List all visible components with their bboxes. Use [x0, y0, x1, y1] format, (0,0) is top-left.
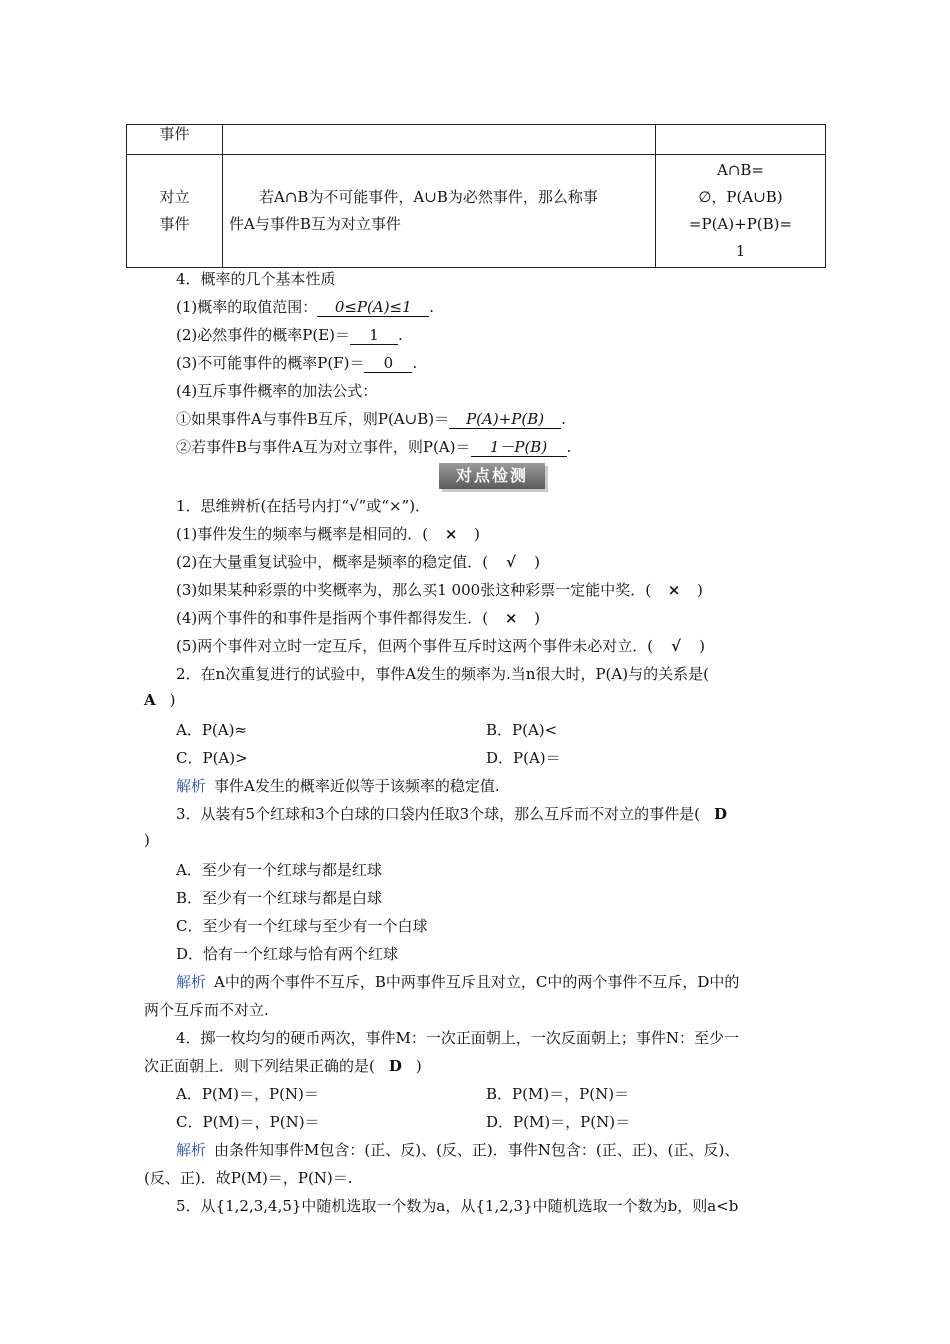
property-text: (3)不可能事件的概率P(F)＝ — [176, 354, 365, 372]
formula-line: ∅，P(A∪B) — [698, 188, 783, 206]
analysis-text: 事件A发生的概率近似等于该频率的稳定值. — [214, 777, 500, 795]
option-c: C．P(A)> — [176, 749, 248, 767]
event-name-cell: 事件 — [127, 125, 223, 155]
judgment-item — [176, 607, 540, 628]
property-line — [176, 408, 566, 429]
judgment-item — [176, 551, 540, 572]
item-text: (1)事件发生的频率与概率是相同的．( — [176, 525, 429, 543]
option-d: D．P(A)＝ — [486, 749, 561, 767]
judgment-item — [176, 635, 705, 656]
property-line — [176, 324, 403, 345]
event-table — [126, 124, 826, 268]
answer-mark: × — [444, 525, 458, 543]
option-c: C．P(M)＝，P(N)＝ — [176, 1113, 320, 1131]
analysis-label: 解析 — [176, 777, 207, 795]
event-name-line: 事件 — [159, 215, 190, 233]
judgment-item — [176, 579, 703, 600]
property-text: ①如果事件A与事件B互斥，则P(A∪B)＝ — [176, 410, 450, 428]
bracket: ) — [697, 581, 703, 599]
analysis-text: 由条件知事件M包含：(正、反)、(反、正)．事件N包含：(正、正)、(正、反)、 — [214, 1141, 740, 1159]
option-a: A．P(A)≈ — [176, 721, 248, 739]
item-text: (5)两个事件对立时一定互斥，但两个事件互斥时这两个事件未必对立．( — [176, 637, 654, 655]
analysis — [176, 775, 500, 796]
property-line — [176, 296, 434, 317]
definition-cell — [223, 125, 656, 155]
answer-letter: D — [714, 805, 728, 823]
period: . — [561, 410, 566, 428]
answer-mark: √ — [671, 637, 682, 655]
answer-mark: × — [667, 581, 681, 599]
property-line — [176, 436, 571, 457]
analysis-label: 解析 — [176, 973, 207, 991]
formula-line: 1 — [735, 242, 746, 260]
bracket: ) — [415, 1057, 422, 1075]
question-stem: 2．在n次重复进行的试验中，事件A发生的频率为.当n很大时，P(A)与的关系是( — [176, 665, 709, 683]
section-banner: 对点检测 — [439, 463, 545, 489]
event-name-line: 对立 — [159, 188, 190, 206]
answer-blank: 1－P(B) — [471, 438, 567, 457]
property-line — [176, 352, 417, 373]
table-row — [127, 125, 826, 155]
property-text: (1)概率的取值范围： — [176, 298, 318, 316]
bracket: ) — [169, 691, 176, 709]
analysis-label: 解析 — [176, 1141, 207, 1159]
question-stem: 1．思维辨析(在括号内打“√”或“×”)． — [176, 497, 431, 515]
bracket: ) — [699, 637, 705, 655]
option-d: D．恰有一个红球与恰有两个红球 — [176, 945, 399, 963]
option-a: A．至少有一个红球与都是红球 — [176, 861, 382, 879]
answer-blank: P(A)+P(B) — [449, 410, 561, 429]
item-text: (3)如果某种彩票的中奖概率为，那么买1 000张这种彩票一定能中奖．( — [176, 581, 652, 599]
answer-blank: 0≤P(A)≤1 — [317, 298, 429, 317]
analysis — [176, 1139, 739, 1160]
section-title: 4．概率的几个基本性质 — [176, 270, 336, 288]
option-b: B．至少有一个红球与都是白球 — [176, 889, 383, 907]
event-name-cell — [127, 155, 223, 268]
answer-blank: 0 — [364, 354, 412, 373]
question-stem: 5．从{1,2,3,4,5}中随机选取一个数为a，从{1,2,3}中随机选取一个数为b，则a<b — [176, 1197, 739, 1215]
option-c: C．至少有一个红球与至少有一个白球 — [176, 917, 428, 935]
option-b: B．P(A)< — [486, 721, 558, 739]
formula-cell — [656, 125, 826, 155]
answer-blank: 1 — [350, 326, 398, 345]
question-stem: 4．掷一枚均匀的硬币两次，事件M：一次正面朝上，一次反面朝上；事件N：至少一 — [176, 1029, 740, 1047]
question-stem — [144, 1055, 422, 1076]
definition-line: 若A∩B为不可能事件，A∪B为必然事件，那么称事 — [259, 188, 598, 206]
option-d: D．P(M)＝，P(N)＝ — [486, 1113, 631, 1131]
answer-letter: D — [388, 1057, 402, 1075]
analysis-text: A中的两个事件不互斥，B中两事件互斥且对立，C中的两个事件不互斥，D中的 — [214, 973, 740, 991]
item-text: (4)两个事件的和事件是指两个事件都得发生．( — [176, 609, 489, 627]
stem-text: 3．从装有5个红球和3个白球的口袋内任取3个球，那么互斥而不对立的事件是( — [176, 805, 701, 823]
bracket: ) — [534, 553, 540, 571]
period: . — [429, 298, 435, 316]
option-a: A．P(M)＝，P(N)＝ — [176, 1085, 319, 1103]
analysis-text: 两个互斥而不对立. — [144, 1001, 269, 1019]
formula-cell — [656, 155, 826, 268]
period: . — [398, 326, 403, 344]
bracket: ) — [534, 609, 540, 627]
judgment-item — [176, 523, 480, 544]
definition-line: 件A与事件B互为对立事件 — [229, 215, 401, 233]
answer-letter: A — [144, 691, 156, 709]
formula-line: =P(A)+P(B)= — [688, 215, 793, 233]
property-text: ②若事件B与事件A互为对立事件，则P(A)＝ — [176, 438, 471, 456]
analysis — [176, 971, 739, 992]
stem-text: 次正面朝上．则下列结果正确的是( — [144, 1057, 375, 1075]
question-stem — [176, 803, 727, 824]
item-text: (2)在大量重复试验中，概率是频率的稳定值．( — [176, 553, 489, 571]
bracket: ) — [144, 831, 150, 849]
formula-line: A∩B= — [717, 161, 764, 179]
bracket: ) — [474, 525, 480, 543]
property-text: (2)必然事件的概率P(E)＝ — [176, 326, 350, 344]
definition-cell — [223, 155, 656, 268]
answer-mark: × — [504, 609, 518, 627]
question-answer — [144, 691, 176, 709]
answer-mark: √ — [506, 553, 517, 571]
analysis-text: (反、正)．故P(M)＝，P(N)＝. — [144, 1169, 353, 1187]
period: . — [566, 438, 572, 456]
property-line: (4)互斥事件概率的加法公式： — [176, 382, 378, 400]
option-b: B．P(M)＝，P(N)＝ — [486, 1085, 630, 1103]
period: . — [412, 354, 418, 372]
table-row — [127, 155, 826, 268]
